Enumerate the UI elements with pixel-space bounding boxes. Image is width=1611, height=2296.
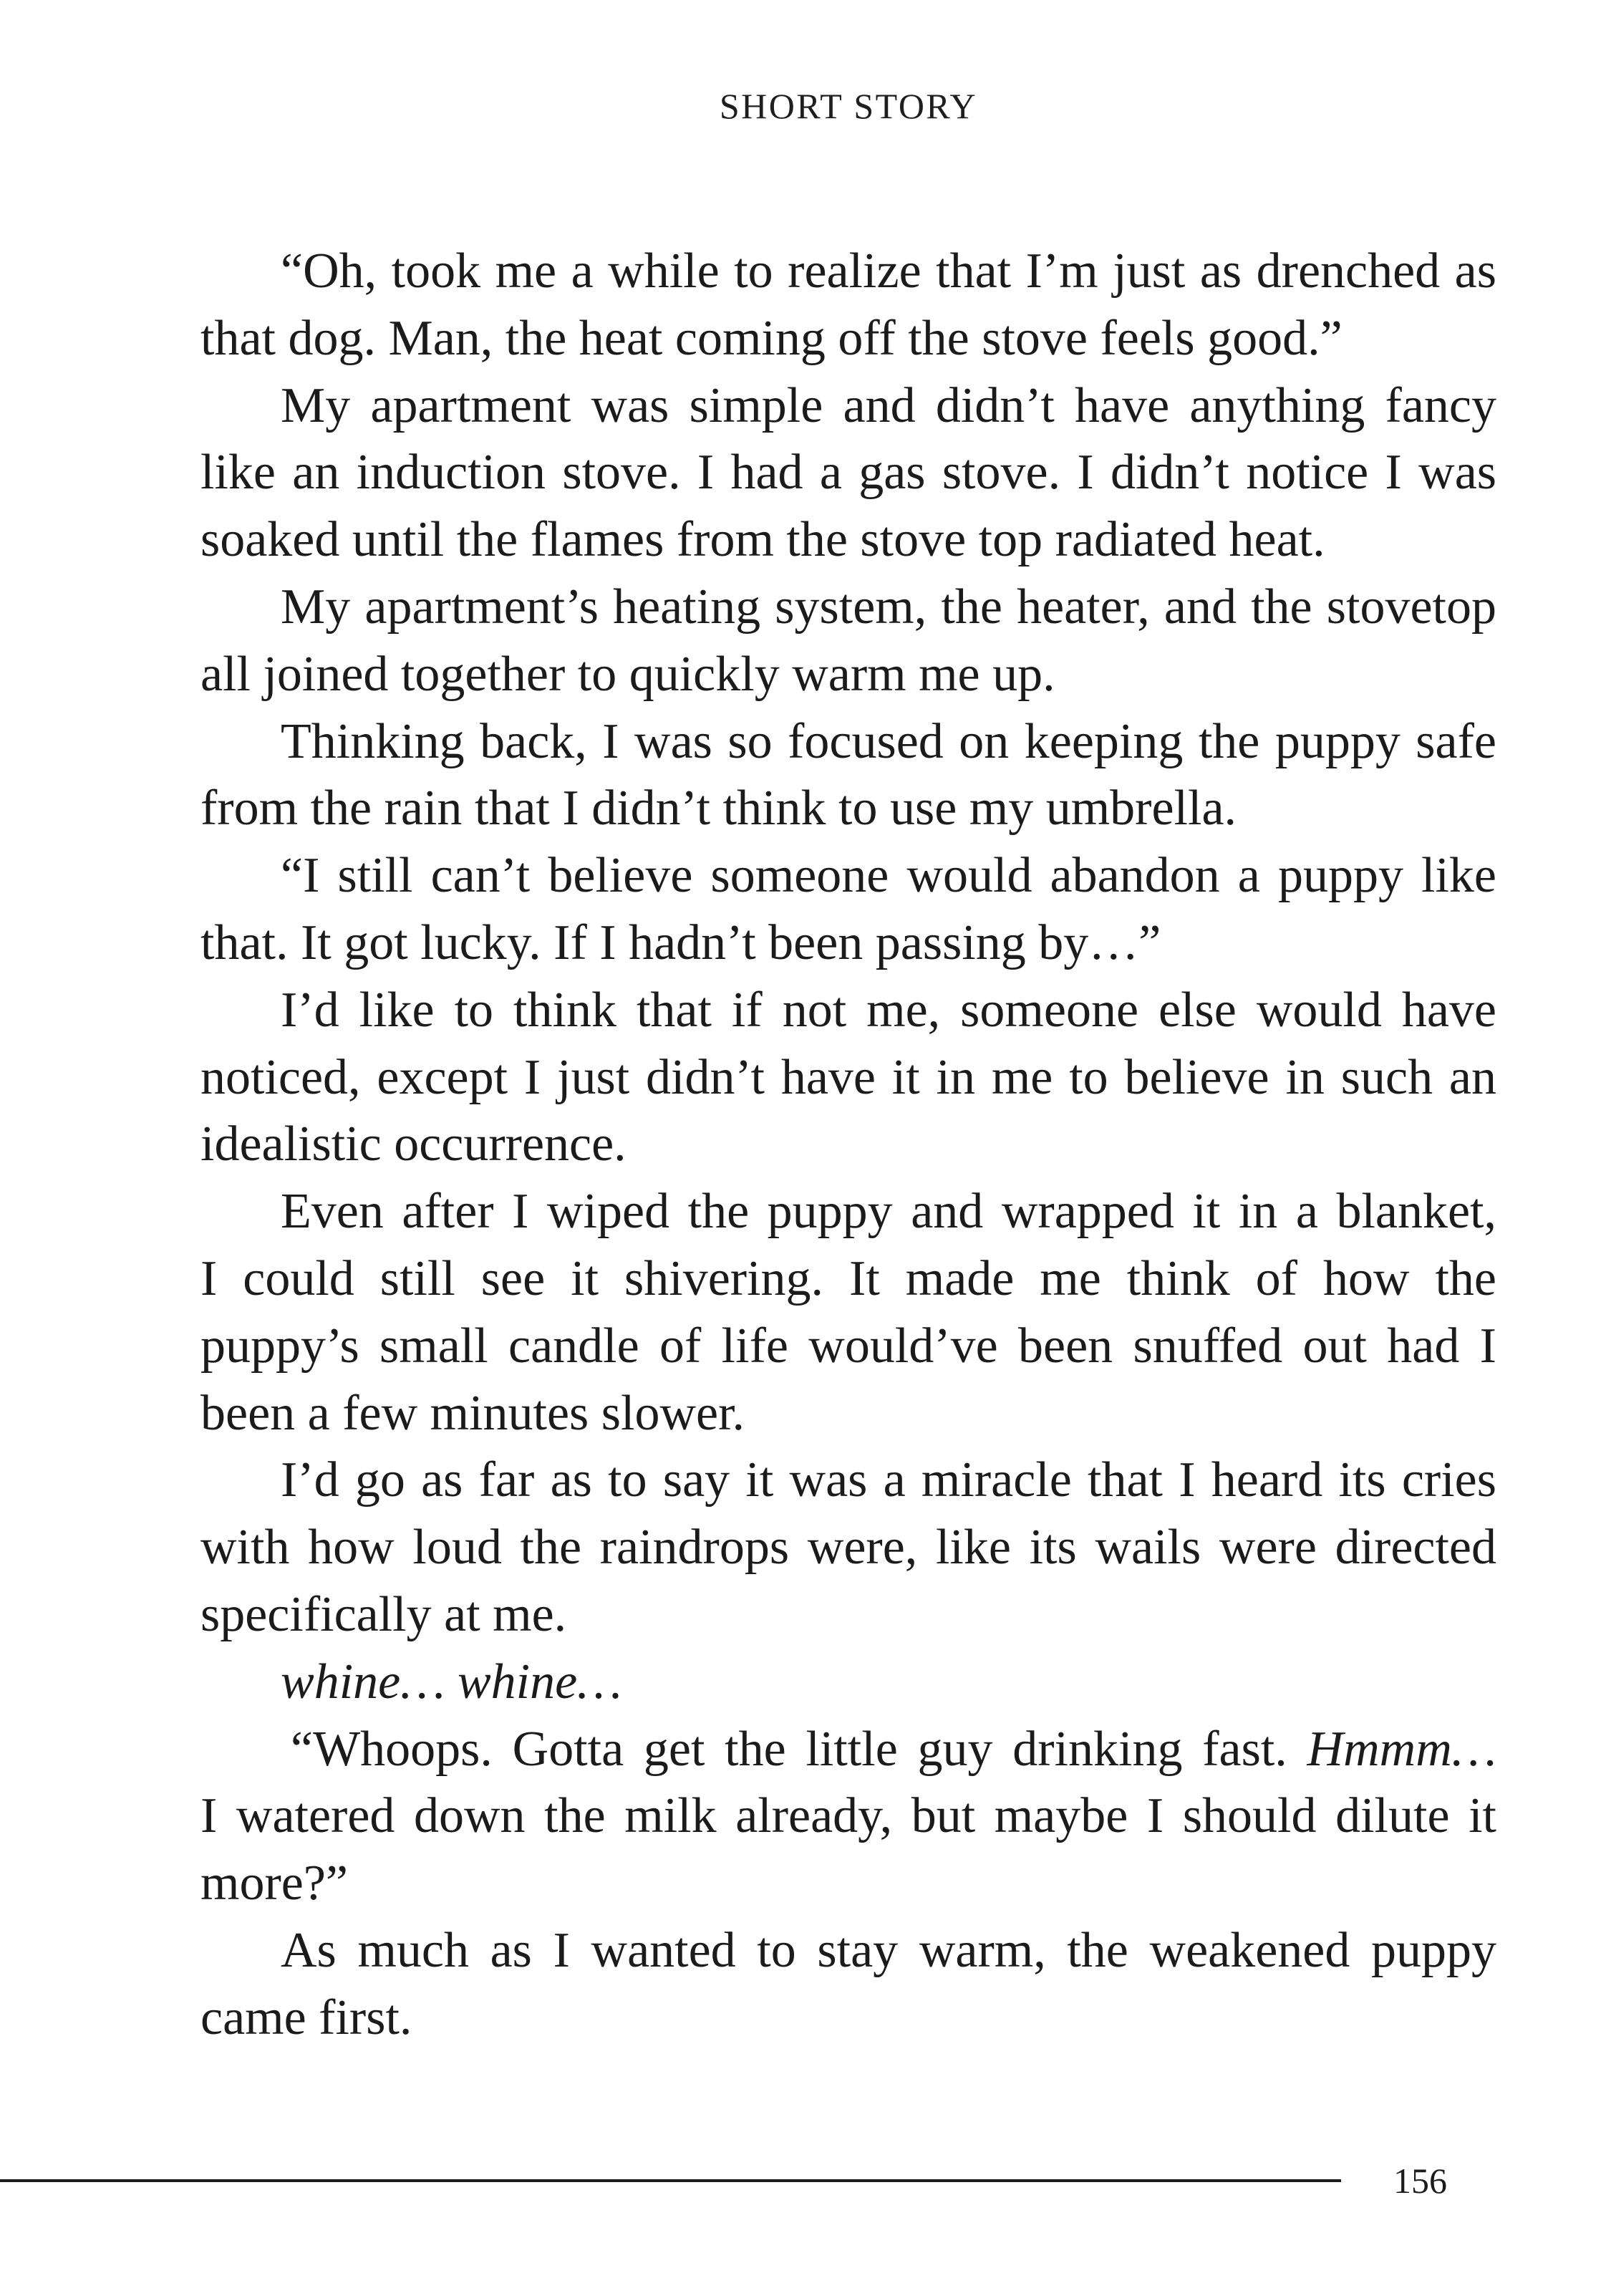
- paragraph: [200, 842, 1496, 977]
- text-line: “Whoops. Gotta get the little guy drinking fast. Hmmm…: [281, 1721, 1496, 1777]
- story-text: [200, 238, 1496, 2052]
- text-line: Thinking back, I was so focused on keeping the puppy safe: [281, 713, 1496, 769]
- running-header-title: SHORT STORY: [719, 86, 978, 126]
- text-line: noticed, except I just didn’t have it in me to believe in such an: [200, 1049, 1496, 1105]
- text-line: “I still can’t believe someone would abandon a puppy like: [281, 848, 1496, 904]
- paragraph: [200, 977, 1496, 1178]
- page-number: 156: [1393, 2161, 1447, 2201]
- paragraph: [200, 574, 1496, 708]
- text-line: that. It got lucky. If I hadn’t been passing by…”: [200, 915, 1161, 970]
- text-line: more?”: [200, 1856, 348, 1911]
- text-line: that dog. Man, the heat coming off the stove feels good.”: [200, 310, 1342, 366]
- text-line: “Oh, took me a while to realize that I’m just as drenched as: [281, 243, 1496, 299]
- paragraph: [200, 1649, 1496, 1716]
- text-line: As much as I wanted to stay warm, the weakened puppy: [281, 1922, 1496, 1978]
- text-line: from the rain that I didn’t think to use my umbrella.: [200, 781, 1237, 836]
- paragraph: [200, 708, 1496, 843]
- paragraph: [200, 1716, 1496, 1917]
- paragraph: [200, 1917, 1496, 2052]
- paragraph: [200, 238, 1496, 372]
- text-line: like an induction stove. I had a gas stove. I didn’t notice I was: [200, 445, 1496, 501]
- text-line: My apartment was simple and didn’t have anything fancy: [281, 377, 1496, 433]
- paragraph: [200, 1178, 1496, 1447]
- text-line: I watered down the milk already, but maybe I should dilute it: [200, 1788, 1496, 1844]
- text-line: came first.: [200, 1989, 412, 2045]
- text-line: been a few minutes slower.: [200, 1385, 745, 1441]
- text-line: My apartment’s heating system, the heater, and the stovetop: [281, 579, 1496, 635]
- text-line: soaked until the flames from the stove top radiated heat.: [200, 512, 1325, 568]
- text-line: puppy’s small candle of life would’ve been snuffed out had I: [200, 1318, 1496, 1374]
- text-line: Even after I wiped the puppy and wrapped it in a blanket,: [281, 1184, 1496, 1240]
- text-line: specifically at me.: [200, 1586, 567, 1642]
- running-header: [200, 88, 1496, 124]
- paragraph: [200, 372, 1496, 574]
- text-line: all joined together to quickly warm me up.: [200, 646, 1055, 702]
- text-line: I could still see it shivering. It made me think of how the: [200, 1250, 1496, 1306]
- text-line: idealistic occurrence.: [200, 1116, 626, 1172]
- text-line: I’d like to think that if not me, someone else would have: [281, 982, 1496, 1038]
- text-line: I’d go as far as to say it was a miracle that I heard its cries: [281, 1452, 1496, 1508]
- text-line: with how loud the raindrops were, like its wails were directed: [200, 1520, 1496, 1576]
- text-line: whine… whine…: [281, 1654, 622, 1709]
- paragraph: [200, 1447, 1496, 1648]
- footer-rule: [0, 2179, 1341, 2182]
